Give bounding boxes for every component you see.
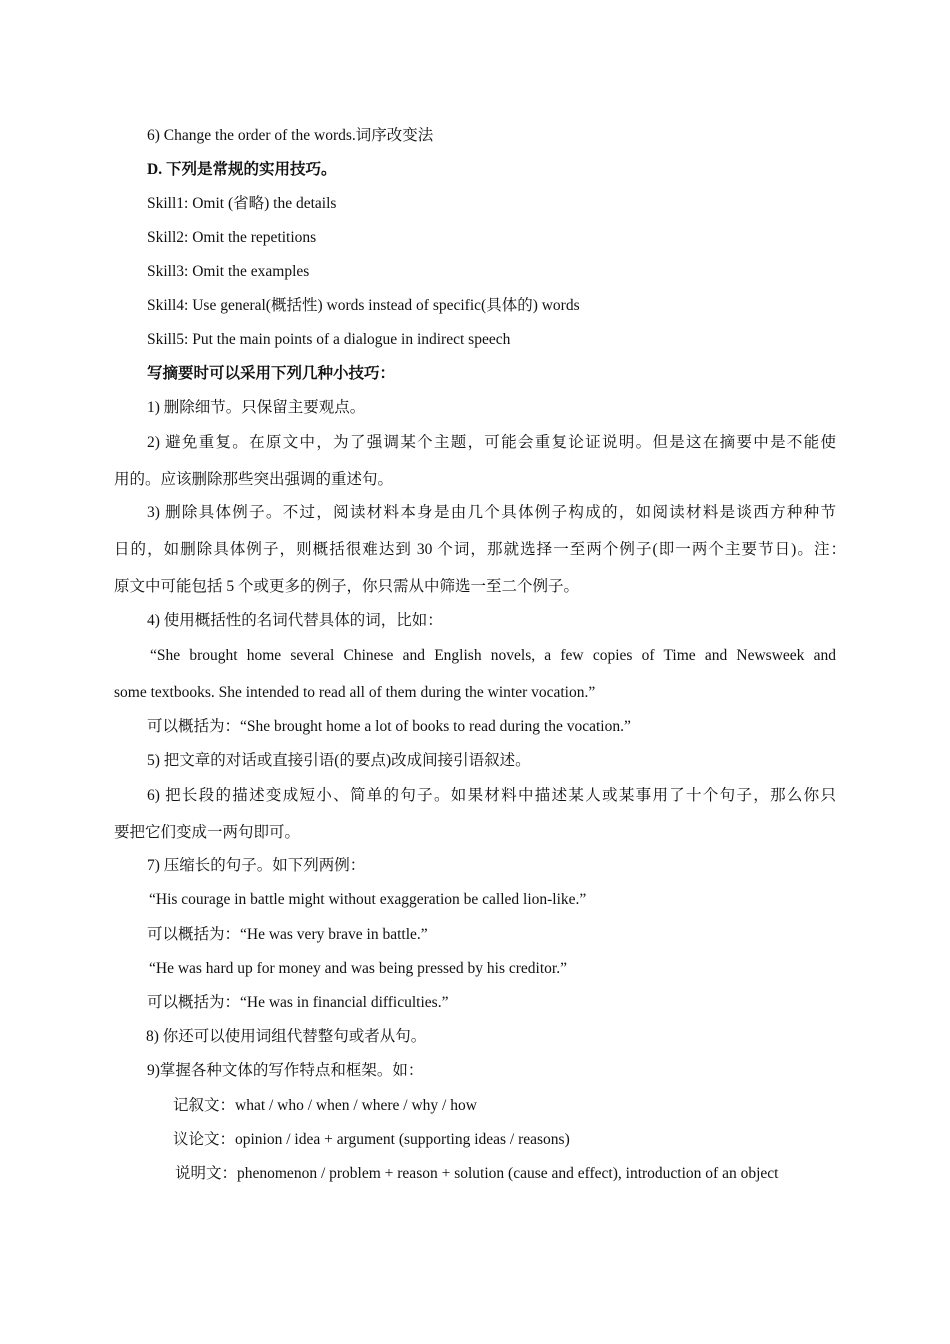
argumentative-framework-line: 议论文：opinion / idea + argument (supporting ideas / reasons)	[173, 1131, 570, 1148]
example-quote-line-2: some textbooks. She intended to read all of them during the winter vocation.”	[114, 684, 596, 701]
tip-6-line-1: 6) 把长段的描述变成短小、简单的句子。如果材料中描述某人或某事用了十个句子，那么你只	[147, 787, 836, 804]
tip-1-line: 1) 删除细节。只保留主要观点。	[147, 399, 366, 416]
tip-4-line: 4) 使用概括性的名词代替具体的词，比如：	[147, 612, 443, 629]
tip-2-line-2: 用的。应该删除那些突出强调的重述句。	[114, 471, 394, 488]
skill-5-line: Skill5: Put the main points of a dialogue in indirect speech	[147, 331, 511, 348]
tip-5-line: 5) 把文章的对话或直接引语(的要点)改成间接引语叙述。	[147, 752, 531, 769]
quote-courage-summary: 可以概括为：“He was very brave in battle.”	[147, 926, 428, 943]
tip-3-line-2: 日的，如删除具体例子，则概括很难达到 30 个词，那就选择一至两个例子(即一两个主要节日)。注：	[114, 541, 846, 558]
example-summary-line: 可以概括为：“She brought home a lot of books to read during the vocation.”	[147, 718, 631, 735]
tip-2-line-1: 2) 避免重复。在原文中，为了强调某个主题，可能会重复论证说明。但是这在摘要中是不能使	[147, 434, 836, 451]
skill-4-line: Skill4: Use general(概括性) words instead of specific(具体的) words	[147, 297, 580, 314]
narrative-framework-line: 记叙文：what / who / when / where / why / how	[173, 1097, 477, 1114]
quote-courage-line: “His courage in battle might without exaggeration be called lion-like.”	[149, 891, 587, 908]
summary-tips-heading: 写摘要时可以采用下列几种小技巧：	[147, 365, 396, 382]
skill-2-line: Skill2: Omit the repetitions	[147, 229, 317, 246]
tip-6-line-2: 要把它们变成一两句即可。	[114, 824, 301, 841]
tip-3-line-1: 3) 删除具体例子。不过，阅读材料本身是由几个具体例子构成的，如阅读材料是谈西方种种节	[147, 504, 836, 521]
skill-1-line: Skill1: Omit (省略) the details	[147, 195, 337, 212]
technique-6-line: 6) Change the order of the words.词序改变法	[147, 127, 434, 144]
quote-money-summary: 可以概括为：“He was in financial difficulties.”	[147, 994, 449, 1011]
quote-money-line: “He was hard up for money and was being pressed by his creditor.”	[149, 960, 567, 977]
tip-9-line: 9)掌握各种文体的写作特点和框架。如：	[147, 1062, 424, 1079]
tip-8-line: 8) 你还可以使用词组代替整句或者从句。	[146, 1028, 427, 1045]
example-quote-line-1: “She brought home several Chinese and English novels, a few copies of Time and Newsweek and	[150, 647, 836, 664]
section-d-heading: D. 下列是常规的实用技巧。	[147, 161, 337, 178]
expository-framework-line: 说明文：phenomenon / problem + reason + solution (cause and effect), introduction of an object	[175, 1165, 779, 1182]
skill-3-line: Skill3: Omit the examples	[147, 263, 310, 280]
tip-3-line-3: 原文中可能包括 5 个或更多的例子，你只需从中筛选一至二个例子。	[114, 578, 580, 595]
tip-7-line: 7) 压缩长的句子。如下列两例：	[147, 857, 366, 874]
